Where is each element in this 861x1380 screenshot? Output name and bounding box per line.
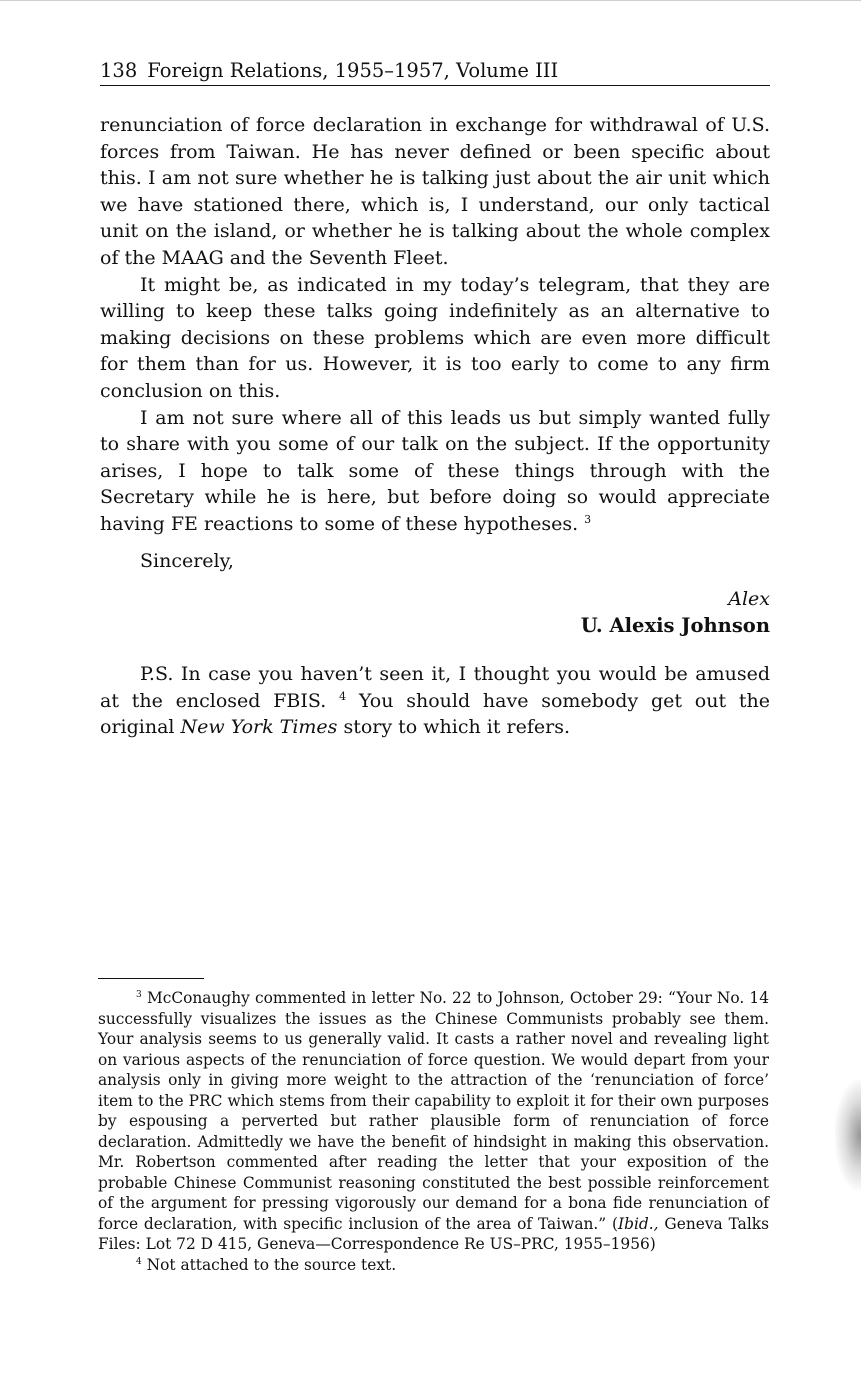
footnote-rule xyxy=(98,978,204,979)
footnote-ref-4: 4 xyxy=(339,689,347,703)
paragraph-2: It might be, as indicated in my today’s telegram, that they are willing to keep these talks going indefinitely as an alternative to making decisions on these problems which are even more difficult for them than for us. However, it is too early to come to any firm conclusion on this. xyxy=(100,273,770,402)
volume-title: Foreign Relations, 1955–1957, Volume III xyxy=(147,59,559,82)
handwritten-signature: Alex xyxy=(728,588,770,611)
postscript-text-1: P.S. In case you haven’t seen it, I thought you would be amused at the enclosed FBIS. xyxy=(100,663,770,712)
footnote-3-source: Geneva Talks Files: Lot 72 D 415, Geneva—Correspondence Re US–PRC, 1955–1956) xyxy=(98,1214,769,1253)
footnote-3: $^3$ McConaughy commented in letter No. 22 to Johnson, October 29: “Your No. 14 successfully visualizes the issues as the Chinese Communists probably see them. Your analysis seems to us generally valid. It casts a rather novel and revealing light on various aspects of the renunciation of force question. We would depart from your analysis only in giving more weight to the attraction of the ‘renunciation of force’ item to the PRC which stems from their capability to exploit it for their own purposes by espousing a perverted but rather plausible form of renunciation of force declaration. Admittedly we have the benefit of hindsight in making this observation. Mr. Robertson commented after reading the letter that your exposition of the probable Chinese Communist reasoning constituted the best possible reinforcement of the argument for pressing vigorously our demand for a bona fide renunciation of force declaration, with specific inclusion of the area of Taiwan.” (Ibid., Geneva Talks Files: Lot 72 D 415, Geneva—Correspondence Re US–PRC, 1955–1956) xyxy=(98,989,769,1253)
postscript xyxy=(100,661,770,741)
signature-name: U. Alexis Johnson xyxy=(580,613,770,637)
running-head xyxy=(100,58,770,86)
newspaper-title: New York Times xyxy=(180,716,338,739)
paragraph-3-text: I am not sure where all of this leads us but simply wanted fully to share with you some of our talk on the subject. If the opportunity arises, I hope to talk some of these things through with the Secretary while he is here, but before doing so would appreciate having FE reactions to some of these hypotheses. xyxy=(100,406,770,535)
scan-smudge xyxy=(835,1080,861,1190)
footnotes xyxy=(98,988,769,1275)
footnote-4-marker: 4 xyxy=(136,1256,142,1267)
footnote-ref-3: 3 xyxy=(584,512,592,526)
footnote-3-marker: 3 xyxy=(136,990,142,1000)
footnote-3-ibid: Ibid., xyxy=(618,1214,659,1233)
paragraph-1: renunciation of force declaration in exchange for withdrawal of U.S. forces from Taiwan. He has never defined or been specific about this. I am not sure whether he is talking just about the air unit which we have stationed there, which is, I understand, our only tactical unit on the island, or whether he is talking about the whole complex of the MAAG and the Seventh Fleet. xyxy=(100,114,770,269)
footnote-4 xyxy=(98,1255,769,1276)
footnote-4-text: Not attached to the source text. xyxy=(146,1255,397,1274)
footnote-3-text: McConaughy commented in letter No. 22 to Johnson, October 29: “Your No. 14 successfully visualizes the issues as the Chinese Communists probably see them. Your analysis seems to us generally valid. It casts a rather novel and revealing light on various aspects of the renunciation of force question. We would depart from your analysis only in giving more weight to the attraction of the ‘renunciation of force’ item to the PRC which stems from their capability to exploit it for their own purposes by espousing a perverted but rather plausible form of renunciation of force declaration. Admittedly we have the benefit of hindsight in making this observation. Mr. Robertson commented after reading the letter that your exposition of the probable Chinese Communist reasoning constituted the best possible reinforcement of the argument for pressing vigorously our demand for a bona fide renunciation of force declaration, with specific inclusion of the area of Taiwan.” xyxy=(98,989,769,1233)
postscript-text-3: story to which it refers. xyxy=(343,716,570,739)
postscript-text-2: You should have somebody get out the original xyxy=(100,689,771,739)
letter-body xyxy=(100,112,770,741)
closing: Sincerely, xyxy=(140,549,234,572)
paragraph-3 xyxy=(100,405,770,538)
page-number: 138 xyxy=(100,59,138,82)
